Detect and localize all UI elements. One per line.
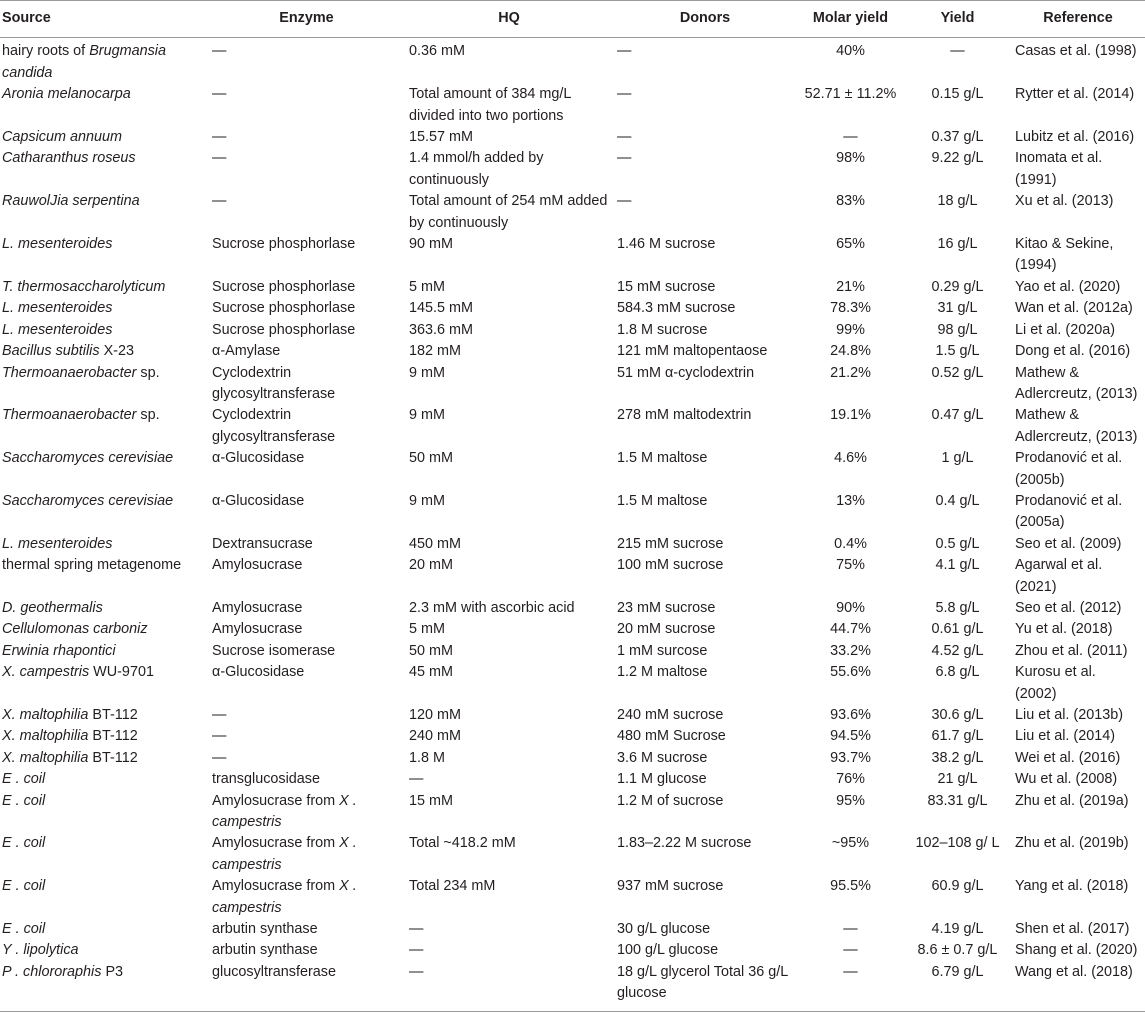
cell-source — [0, 298, 208, 319]
cell-donors: 1.2 M of sucrose — [617, 792, 724, 809]
cell-source-text: RauwolJia serpentina — [2, 193, 140, 210]
cell-source — [0, 919, 208, 940]
table-row — [0, 148, 1145, 191]
cell-yield: 0.61 g/L — [931, 621, 984, 638]
cell-hq: 0.36 mM — [409, 43, 465, 60]
cell-donors: 1.46 M sucrose — [617, 236, 716, 253]
cell-source — [0, 363, 208, 406]
table-row — [0, 833, 1145, 876]
cell-yield: 16 g/L — [937, 236, 978, 253]
cell-molar-yield: 4.6% — [834, 450, 867, 467]
table-row — [0, 769, 1145, 790]
cell-source — [0, 320, 208, 341]
cell-source — [0, 769, 208, 790]
cell-source — [0, 876, 208, 919]
cell-source-text: E . coil — [2, 771, 46, 788]
cell-reference: Kitao & Sekine, (1994) — [1015, 236, 1114, 274]
cell-enzyme-text: Amylosucrase from — [212, 835, 340, 852]
cell-donors: — — [617, 150, 632, 167]
cell-source-text: E . coil — [2, 792, 46, 809]
cell-source — [0, 705, 208, 726]
cell-molar-yield: 21% — [836, 278, 865, 295]
cell-donors: 937 mM sucrose — [617, 878, 724, 895]
cell-enzyme: Amylosucrase — [212, 599, 303, 616]
cell-molar-yield: 95% — [836, 792, 865, 809]
cell-reference: Prodanović et al. (2005b) — [1015, 450, 1123, 488]
cell-hq: — — [409, 921, 424, 938]
cell-source-text: X. maltophilia — [2, 707, 89, 723]
cell-source-text: Bacillus subtilis — [2, 343, 100, 360]
cell-donors: — — [617, 129, 632, 146]
cell-donors: 1 mM surcose — [617, 642, 708, 659]
cell-yield: 1 g/L — [941, 450, 974, 467]
cell-source — [0, 940, 208, 961]
cell-source-text: BT-112 — [88, 728, 138, 745]
table-row — [0, 320, 1145, 341]
cell-molar-yield: 93.7% — [830, 749, 871, 766]
cell-donors: 100 mM sucrose — [617, 557, 724, 574]
cell-yield: 60.9 g/L — [931, 878, 984, 895]
cell-molar-yield: — — [843, 129, 858, 146]
cell-source — [0, 641, 208, 662]
table-row — [0, 298, 1145, 319]
cell-source-text: Aronia melanocarpa — [2, 86, 131, 103]
cell-yield: 0.5 g/L — [935, 535, 980, 552]
cell-hq: 182 mM — [409, 343, 461, 360]
cell-source — [0, 598, 208, 619]
cell-source-text: L. mesenteroides — [2, 236, 113, 253]
cell-yield: 9.22 g/L — [931, 150, 984, 167]
cell-hq: 363.6 mM — [409, 321, 473, 338]
cell-source-text: WU-9701 — [89, 664, 154, 681]
cell-molar-yield: 19.1% — [830, 407, 871, 424]
cell-enzyme-text: X . campestris — [212, 835, 357, 873]
cell-molar-yield: 55.6% — [830, 664, 871, 681]
cell-source — [0, 833, 208, 876]
cell-hq: 9 mM — [409, 364, 445, 381]
cell-enzyme: Sucrose isomerase — [212, 642, 336, 659]
cell-reference: Dong et al. (2016) — [1015, 343, 1131, 360]
cell-hq: 15.57 mM — [409, 129, 473, 146]
cell-reference: Xu et al. (2013) — [1015, 193, 1114, 210]
header-hq: HQ — [405, 1, 613, 38]
cell-enzyme: α-Glucosidase — [212, 664, 305, 681]
cell-enzyme: — — [212, 86, 227, 103]
cell-enzyme: α-Amylase — [212, 343, 281, 360]
table-row — [0, 705, 1145, 726]
cell-reference: Li et al. (2020a) — [1015, 321, 1115, 338]
cell-yield: 8.6 ± 0.7 g/L — [917, 942, 998, 959]
cell-enzyme-text: X . campestris — [212, 792, 357, 831]
table-row — [0, 876, 1145, 919]
cell-donors: 240 mM sucrose — [617, 707, 724, 723]
cell-donors: 1.83–2.22 M sucrose — [617, 835, 752, 852]
header-enzyme: Enzyme — [208, 1, 405, 38]
cell-hq: 1.4 mmol/h added by continuously — [409, 150, 544, 188]
table-row — [0, 598, 1145, 619]
cell-donors: — — [617, 193, 632, 210]
cell-donors: 1.8 M sucrose — [617, 321, 708, 338]
cell-enzyme: — — [212, 707, 227, 723]
cell-molar-yield: 83% — [836, 193, 865, 210]
cell-hq: — — [409, 771, 424, 788]
cell-source-text: Thermoanaerobacter — [2, 407, 137, 424]
cell-source-text: X-23 — [99, 343, 134, 360]
cell-donors: — — [617, 43, 632, 60]
table-row — [0, 405, 1145, 448]
cell-reference: Shen et al. (2017) — [1015, 921, 1130, 938]
cell-molar-yield: — — [843, 921, 858, 938]
cell-donors: 18 g/L glycerol Total 36 g/L glucose — [613, 962, 797, 1011]
cell-reference: Zhou et al. (2011) — [1015, 642, 1128, 659]
table-row — [0, 277, 1145, 298]
cell-enzyme: — — [212, 43, 227, 60]
cell-enzyme: α-Glucosidase — [212, 450, 305, 467]
cell-yield: 61.7 g/L — [931, 728, 984, 745]
cell-enzyme — [208, 791, 405, 834]
table-row — [0, 940, 1145, 961]
cell-donors: 1.5 M maltose — [617, 450, 708, 467]
cell-enzyme-text: Amylosucrase from — [212, 878, 340, 895]
cell-molar-yield: 65% — [836, 236, 865, 253]
cell-enzyme: Dextransucrase — [212, 535, 313, 552]
cell-enzyme: — — [212, 129, 227, 146]
table-row — [0, 641, 1145, 662]
cell-yield: 30.6 g/L — [931, 707, 984, 723]
cell-enzyme-text: Amylosucrase from — [212, 792, 340, 809]
cell-molar-yield: 44.7% — [830, 621, 871, 638]
cell-yield: 1.5 g/L — [935, 343, 980, 360]
cell-molar-yield: 21.2% — [830, 364, 871, 381]
cell-molar-yield: 52.71 ± 11.2% — [804, 86, 897, 103]
header-reference: Reference — [1011, 1, 1145, 38]
cell-donors: 23 mM sucrose — [617, 599, 716, 616]
cell-reference: Lubitz et al. (2016) — [1015, 129, 1135, 146]
cell-source — [0, 148, 208, 191]
cell-yield: 0.37 g/L — [931, 129, 984, 146]
cell-molar-yield: 0.4% — [834, 535, 867, 552]
cell-molar-yield: — — [843, 942, 858, 959]
header-molar-yield: Molar yield — [797, 1, 904, 38]
cell-enzyme: Sucrose phosphorlase — [212, 236, 356, 253]
cell-yield: 4.1 g/L — [935, 557, 980, 574]
cell-reference: Prodanović et al. (2005a) — [1015, 492, 1123, 531]
cell-source — [0, 726, 208, 747]
cell-molar-yield: 33.2% — [830, 642, 871, 659]
cell-reference: Liu et al. (2014) — [1015, 728, 1115, 745]
cell-reference: Wan et al. (2012a) — [1015, 300, 1133, 317]
cell-source — [0, 341, 208, 362]
table-row — [0, 726, 1145, 747]
table-row — [0, 234, 1145, 277]
cell-reference: Yu et al. (2018) — [1015, 621, 1113, 638]
cell-enzyme: Sucrose phosphorlase — [212, 321, 356, 338]
cell-yield: 38.2 g/L — [931, 749, 984, 766]
cell-donors: 30 g/L glucose — [617, 921, 711, 938]
cell-enzyme: glucosyltransferase — [208, 962, 405, 1011]
cell-source-text: Capsicum annuum — [2, 129, 122, 146]
cell-hq: 50 mM — [409, 450, 453, 467]
cell-source-text: L. mesenteroides — [2, 535, 113, 552]
cell-reference: Mathew & Adlercreutz, (2013) — [1015, 364, 1138, 402]
cell-molar-yield: 13% — [836, 492, 865, 509]
table-row — [0, 534, 1145, 555]
cell-source-text: X. maltophilia — [2, 728, 89, 745]
cell-yield: 4.19 g/L — [931, 921, 984, 938]
cell-source-text: Erwinia rhapontici — [2, 642, 116, 659]
table-row — [0, 84, 1145, 127]
cell-reference: Agarwal et al. (2021) — [1015, 557, 1103, 595]
cell-enzyme: arbutin synthase — [212, 942, 318, 959]
cell-reference: Yao et al. (2020) — [1015, 278, 1121, 295]
cell-donors: 480 mM Sucrose — [617, 728, 726, 745]
cell-reference: Seo et al. (2012) — [1015, 599, 1122, 616]
cell-yield: 98 g/L — [937, 321, 978, 338]
cell-source — [0, 84, 208, 127]
cell-donors: 3.6 M sucrose — [617, 749, 708, 766]
cell-donors: 121 mM maltopentaose — [617, 343, 768, 360]
cell-yield: — — [950, 43, 965, 60]
table-row — [0, 341, 1145, 362]
header-donors: Donors — [613, 1, 797, 38]
cell-reference: Casas et al. (1998) — [1015, 43, 1137, 60]
header-row — [0, 1, 1145, 38]
cell-source-text: E . coil — [2, 921, 46, 938]
cell-source-text: Saccharomyces cerevisiae — [2, 450, 174, 467]
cell-source — [0, 191, 208, 234]
cell-hq: — — [405, 962, 613, 1011]
table-row — [0, 363, 1145, 406]
cell-source — [0, 127, 208, 148]
cell-enzyme: α-Glucosidase — [212, 492, 305, 509]
cell-donors: — — [617, 86, 632, 103]
cell-molar-yield: 98% — [836, 150, 865, 167]
cell-source-text: Y . lipolytica — [2, 942, 79, 959]
cell-yield: 6.8 g/L — [935, 664, 980, 681]
cell-donors: 51 mM α-cyclodextrin — [617, 364, 755, 381]
cell-hq: 5 mM — [409, 621, 445, 638]
table-row — [0, 127, 1145, 148]
cell-reference: Mathew & Adlercreutz, (2013) — [1015, 407, 1138, 445]
cell-hq: 45 mM — [409, 664, 453, 681]
table-row — [0, 555, 1145, 598]
cell-yield: 18 g/L — [937, 193, 978, 210]
cell-source — [0, 405, 208, 448]
cell-source-text: Catharanthus roseus — [2, 150, 136, 167]
cell-hq: 50 mM — [409, 642, 453, 659]
cell-enzyme: Cyclodextrin glycosyltransferase — [212, 407, 336, 445]
cell-source-text: P3 — [101, 963, 124, 980]
cell-hq: 9 mM — [409, 492, 445, 509]
cell-source-text: Thermoanaerobacter — [2, 364, 137, 381]
cell-enzyme: Sucrose phosphorlase — [212, 300, 356, 317]
table-body — [0, 38, 1145, 1011]
cell-reference: Yang et al. (2018) — [1015, 878, 1129, 895]
cell-source — [0, 277, 208, 298]
cell-reference: Zhu et al. (2019b) — [1015, 835, 1129, 852]
cell-enzyme: transglucosidase — [212, 771, 320, 788]
cell-yield: 0.52 g/L — [931, 364, 984, 381]
cell-donors: 100 g/L glucose — [617, 942, 719, 959]
cell-yield: 4.52 g/L — [931, 642, 984, 659]
cell-enzyme-text: X . campestris — [212, 878, 357, 916]
cell-yield: 0.47 g/L — [931, 407, 984, 424]
cell-hq: — — [409, 942, 424, 959]
cell-reference: Rytter et al. (2014) — [1015, 86, 1135, 103]
table-row — [0, 491, 1145, 534]
cell-reference: Wang et al. (2018) — [1011, 962, 1145, 1011]
cell-reference: Kurosu et al. (2002) — [1015, 664, 1096, 702]
cell-reference: Shang et al. (2020) — [1015, 942, 1138, 959]
cell-yield: 83.31 g/L — [927, 792, 988, 809]
cell-source — [0, 234, 208, 277]
cell-enzyme: Amylosucrase — [212, 557, 303, 574]
cell-hq: 120 mM — [409, 707, 461, 723]
table-row — [0, 748, 1145, 769]
cell-donors: 1.5 M maltose — [617, 492, 708, 509]
table-row — [0, 962, 1145, 1011]
cell-donors: 1.1 M glucose — [617, 771, 707, 788]
cell-enzyme — [208, 833, 405, 876]
cell-yield: 5.8 g/L — [935, 599, 980, 616]
cell-yield: 0.15 g/L — [931, 86, 984, 103]
cell-molar-yield: — — [797, 962, 904, 1011]
cell-source-text: X. campestris — [2, 664, 90, 681]
cell-molar-yield: 76% — [836, 771, 865, 788]
cell-hq: Total 234 mM — [409, 878, 496, 895]
cell-hq: 9 mM — [409, 407, 445, 424]
table-row — [0, 191, 1145, 234]
cell-donors: 215 mM sucrose — [617, 535, 724, 552]
cell-donors: 20 mM sucrose — [617, 621, 716, 638]
cell-hq: 1.8 M — [409, 749, 445, 766]
cell-enzyme: Cyclodextrin glycosyltransferase — [212, 364, 336, 402]
cell-enzyme — [208, 876, 405, 919]
header-source: Source — [0, 1, 208, 38]
cell-source-text: T. thermosaccharolyticum — [2, 278, 166, 295]
cell-source — [0, 962, 208, 1011]
cell-source-text: BT-112 — [88, 749, 138, 766]
cell-molar-yield: 75% — [836, 557, 865, 574]
cell-source-text: L. mesenteroides — [2, 300, 113, 317]
cell-yield: 31 g/L — [937, 300, 978, 317]
cell-enzyme: arbutin synthase — [212, 921, 318, 938]
cell-hq: 90 mM — [409, 236, 453, 253]
cell-molar-yield: ~95% — [831, 835, 870, 852]
cell-source — [0, 662, 208, 705]
cell-source-text: hairy roots of — [2, 43, 90, 60]
table-row — [0, 619, 1145, 640]
cell-source — [0, 448, 208, 491]
cell-molar-yield: 99% — [836, 321, 865, 338]
cell-source — [0, 534, 208, 555]
header-yield: Yield — [904, 1, 1011, 38]
cell-source-text: BT-112 — [88, 707, 138, 723]
cell-enzyme: Amylosucrase — [212, 621, 303, 638]
cell-hq: Total amount of 384 mg/L divided into two portions — [409, 86, 571, 124]
cell-hq: Total amount of 254 mM added by continuously — [409, 193, 608, 231]
cell-source — [0, 791, 208, 834]
cell-hq: Total ~418.2 mM — [409, 835, 516, 852]
cell-source-text: P . chlororaphis — [2, 963, 102, 980]
cell-source-text: sp. — [136, 364, 160, 381]
cell-source — [0, 491, 208, 534]
cell-source-text: Cellulomonas carboniz — [2, 621, 148, 638]
cell-source — [0, 38, 208, 84]
cell-molar-yield: 94.5% — [830, 728, 871, 745]
cell-molar-yield: 90% — [836, 599, 865, 616]
table-row — [0, 448, 1145, 491]
cell-molar-yield: 78.3% — [830, 300, 871, 317]
cell-donors: 15 mM sucrose — [617, 278, 716, 295]
cell-source-text: E . coil — [2, 878, 46, 895]
cell-donors: 278 mM maltodextrin — [617, 407, 752, 424]
cell-hq: 5 mM — [409, 278, 445, 295]
cell-reference: Zhu et al. (2019a) — [1015, 792, 1129, 809]
table-row — [0, 791, 1145, 834]
cell-reference: Seo et al. (2009) — [1015, 535, 1122, 552]
cell-reference: Wu et al. (2008) — [1015, 771, 1118, 788]
cell-yield: 0.29 g/L — [931, 278, 984, 295]
cell-enzyme: — — [212, 193, 227, 210]
cell-enzyme: Sucrose phosphorlase — [212, 278, 356, 295]
cell-reference: Wei et al. (2016) — [1015, 749, 1121, 766]
cell-reference: Liu et al. (2013b) — [1015, 707, 1124, 723]
cell-enzyme: — — [212, 749, 227, 766]
cell-source-text: D. geothermalis — [2, 599, 103, 616]
cell-hq: 240 mM — [409, 728, 461, 745]
table-row — [0, 38, 1145, 84]
cell-hq: 145.5 mM — [409, 300, 473, 317]
cell-donors: 1.2 M maltose — [617, 664, 708, 681]
cell-hq: 450 mM — [409, 535, 461, 552]
table-row — [0, 919, 1145, 940]
cell-yield: 102–108 g/ L — [915, 835, 1000, 852]
cell-enzyme: — — [212, 150, 227, 167]
cell-source-text: E . coil — [2, 835, 46, 852]
cell-source-text: Brugmansia candida — [2, 43, 166, 81]
table-row — [0, 662, 1145, 705]
cell-source — [0, 619, 208, 640]
cell-yield: 6.79 g/L — [904, 962, 1011, 1011]
cell-source-text: thermal spring metagenome — [2, 557, 182, 574]
cell-reference: Inomata et al. (1991) — [1015, 150, 1103, 188]
cell-source-text: Saccharomyces cerevisiae — [2, 492, 174, 509]
cell-yield: 21 g/L — [937, 771, 978, 788]
cell-molar-yield: 93.6% — [830, 707, 871, 723]
cell-hq: 20 mM — [409, 557, 453, 574]
cell-hq: 15 mM — [409, 792, 453, 809]
cell-molar-yield: 40% — [836, 43, 865, 60]
cell-molar-yield: 95.5% — [830, 878, 871, 895]
cell-molar-yield: 24.8% — [830, 343, 871, 360]
cell-yield: 0.4 g/L — [935, 492, 980, 509]
cell-source-text: L. mesenteroides — [2, 321, 113, 338]
cell-source-text: X. maltophilia — [2, 749, 89, 766]
cell-hq: 2.3 mM with ascorbic acid — [409, 599, 575, 616]
cell-donors: 584.3 mM sucrose — [617, 300, 736, 317]
cell-enzyme: — — [212, 728, 227, 745]
cell-source-text: sp. — [136, 407, 160, 424]
cell-source — [0, 748, 208, 769]
cell-source — [0, 555, 208, 598]
table-header — [0, 1, 1145, 38]
